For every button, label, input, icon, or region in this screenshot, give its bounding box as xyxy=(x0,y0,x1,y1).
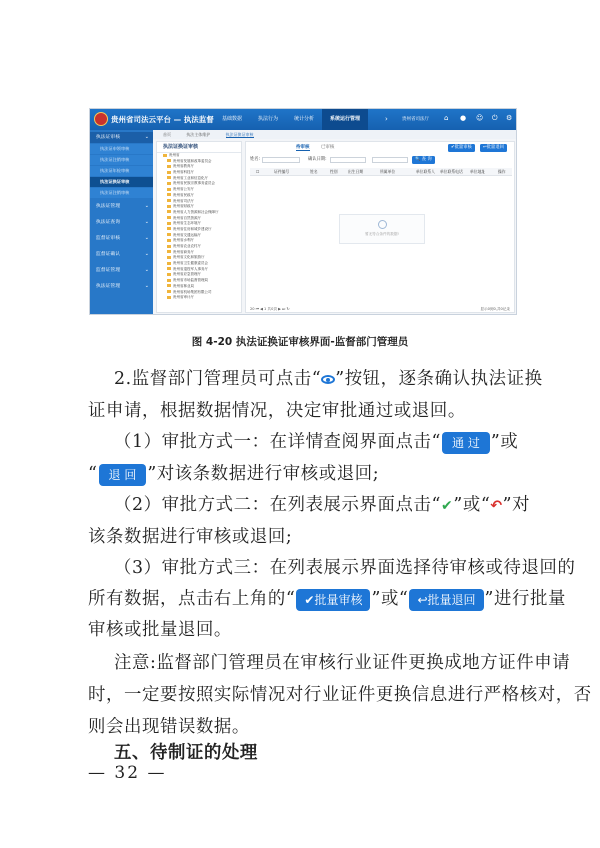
prev-page-icon[interactable]: ◀ xyxy=(260,307,265,311)
sidebar xyxy=(90,130,153,315)
home-icon[interactable]: ⌂ xyxy=(444,114,449,122)
folder-icon xyxy=(167,182,171,185)
page-size-select[interactable]: 20 xyxy=(250,307,255,311)
empty-data-icon xyxy=(378,220,387,229)
tab-pending[interactable]: 待审核 xyxy=(296,145,310,150)
paragraph-line: 时，一定要按照实际情况对行业证件更换信息进行严格核对，否 xyxy=(88,685,592,705)
breadcrumb-item[interactable]: 首页 xyxy=(163,132,171,137)
record-summary: 显示0到0,共0记录 xyxy=(480,307,510,311)
nav-item[interactable]: 执法行为 xyxy=(258,116,279,122)
folder-icon xyxy=(167,233,171,236)
breadcrumb-item[interactable]: 执法主体维护 xyxy=(186,132,211,137)
sidebar-group[interactable]: 监督证确认 ⌄ xyxy=(96,251,149,257)
batch-approve-image: ✔批量审核 xyxy=(296,589,370,611)
page-total: 共0页 xyxy=(267,307,277,311)
column-header: 单位联系人 xyxy=(416,169,435,174)
sidebar-group[interactable]: 执法证管理 ⌄ xyxy=(96,283,149,289)
section-heading: 五、待制证的处理 xyxy=(114,743,258,763)
folder-icon xyxy=(167,256,171,259)
empty-state xyxy=(339,214,425,244)
gear-icon[interactable]: ⚙ xyxy=(506,114,513,122)
paragraph-line: 注意:监督部门管理员在审核行业证件更换成地方证件申请 xyxy=(114,653,571,673)
folder-icon xyxy=(167,227,171,230)
tree-item-label: 贵州省司法厅 xyxy=(173,198,194,203)
main-panel xyxy=(245,141,515,313)
pagination xyxy=(250,306,512,312)
name-label: 姓名: xyxy=(250,157,261,162)
folder-icon xyxy=(167,171,171,174)
tree-title: 执法证换证审核 xyxy=(157,142,241,153)
column-header: 证件编号 xyxy=(274,169,290,174)
batch-approve-button[interactable]: ✔批量审核 xyxy=(448,144,475,152)
app-header xyxy=(90,109,517,130)
tree-item-label: 贵州省科技厅 xyxy=(173,170,194,175)
folder-icon xyxy=(167,159,171,162)
folder-icon xyxy=(167,250,171,253)
folder-icon xyxy=(167,222,171,225)
check-icon: ✔ xyxy=(441,497,454,514)
tree-item-label: 贵州省发展和改革委员会 xyxy=(173,158,212,163)
paragraph-line: 则会出现错误数据。 xyxy=(88,717,250,737)
paragraph-line: （1）审批方式一：在详情查阅界面点击“ 通 过 ”或 xyxy=(114,432,519,452)
tree-item-label: 贵州省应急管理厅 xyxy=(173,272,201,277)
tree-item-label: 贵州省教育厅 xyxy=(173,164,194,169)
filter-bar xyxy=(250,156,512,164)
tree-item-label: 贵州省水利厅 xyxy=(173,238,194,243)
folder-icon xyxy=(167,239,171,242)
last-page-icon[interactable]: ⏭ xyxy=(282,307,286,311)
paragraph-line: （2）审批方式二：在列表展示界面点击“✔”或“↶”对 xyxy=(114,490,554,521)
app-title: 贵州省司法云平台 — 执法监督 xyxy=(111,115,214,124)
eye-icon xyxy=(321,375,335,384)
nav-item[interactable]: 统计分析 xyxy=(294,116,315,122)
tree-item-label: 贵州省卫生健康委员会 xyxy=(173,261,208,266)
tree-item-label: 贵州省住房和城乡建设厅 xyxy=(173,226,212,231)
tree-item-label: 贵州省机场集团有限公司 xyxy=(173,289,212,294)
paragraph-line: （3）审批方式三：在列表展示界面选择待审核或待退回的 xyxy=(114,558,576,578)
tree-item-label: 贵州省文化和旅游厅 xyxy=(173,255,205,260)
sidebar-sub-item[interactable]: 执法证年检审核 xyxy=(90,166,153,176)
first-page-icon[interactable]: ⏮ xyxy=(255,307,261,311)
tree-item-label: 贵州省交通运输厅 xyxy=(173,232,201,237)
folder-icon xyxy=(167,267,171,270)
column-header: 出生日期 xyxy=(348,169,364,174)
undo-icon: ↶ xyxy=(490,497,503,514)
chevron-right-icon[interactable]: › xyxy=(385,115,388,123)
folder-icon xyxy=(167,165,171,168)
date-end-input[interactable] xyxy=(372,157,408,163)
date-label: 确认日期: xyxy=(308,157,327,162)
tree-item-label: 贵州省工业和信息化厅 xyxy=(173,175,208,180)
tab-reviewed[interactable]: 已审核 xyxy=(320,145,335,150)
tree-item-label: 贵州省自然资源厅 xyxy=(173,215,201,220)
figure-caption: 图 4-20 执法证换证审核界面-监督部门管理员 xyxy=(191,336,409,348)
column-header: 操作 xyxy=(498,169,506,174)
tree-item-label: 贵州省公安厅 xyxy=(173,187,194,192)
name-input[interactable] xyxy=(262,157,300,163)
table-header xyxy=(250,168,512,176)
sidebar-group[interactable]: 执法证管理 ⌄ xyxy=(96,203,149,209)
tree-item-label: 贵州省民族宗教事务委员会 xyxy=(173,181,215,186)
folder-icon xyxy=(163,154,167,157)
sidebar-group[interactable]: 执法证查询 ⌄ xyxy=(96,219,149,225)
page-input[interactable]: 1 xyxy=(264,307,267,311)
column-header: 性别 xyxy=(330,169,338,174)
folder-icon xyxy=(167,262,171,265)
tree-item-label: 贵州省财政厅 xyxy=(173,204,194,209)
breadcrumb-current[interactable]: 执法证换证审核 xyxy=(225,132,254,137)
top-nav xyxy=(214,109,368,130)
breadcrumb xyxy=(153,130,517,139)
tree-item-label: 贵州省农业农村厅 xyxy=(173,244,201,248)
paragraph-line: 所有数据，点击右上角的“ ✔批量审核 ”或“ ↩批量退回 ”进行批量 xyxy=(88,589,566,609)
folder-icon xyxy=(167,296,171,299)
folder-icon xyxy=(167,176,171,179)
status-tabs xyxy=(296,144,344,150)
column-header: 姓名 xyxy=(310,169,318,174)
folder-icon xyxy=(167,284,171,287)
column-header: 所属单位 xyxy=(380,169,396,174)
tree-list xyxy=(157,153,241,301)
folder-icon xyxy=(167,273,171,276)
tree-item[interactable] xyxy=(157,295,241,301)
column-header: 单位联系电话 xyxy=(440,169,463,174)
folder-icon xyxy=(167,216,171,219)
user-name: 贵州省司法厅 xyxy=(402,117,429,122)
batch-return-image: ↩批量退回 xyxy=(409,589,483,611)
nav-item[interactable]: 基础数据 xyxy=(222,116,243,122)
empty-text: 暂无符合条件的数据! xyxy=(365,232,399,236)
tree-item-label: 贵州省市场监督管理局 xyxy=(173,278,208,283)
org-tree xyxy=(156,141,242,313)
return-button-image: 退 回 xyxy=(99,464,147,486)
select-all-checkbox[interactable]: ☐ xyxy=(256,169,260,174)
embedded-screenshot xyxy=(89,108,517,315)
folder-icon xyxy=(167,245,171,248)
tree-item-label: 贵州省审计厅 xyxy=(173,295,194,300)
batch-return-button[interactable]: ↩批量退回 xyxy=(480,144,507,152)
power-icon[interactable]: ⏻ xyxy=(492,114,498,122)
sidebar-group[interactable]: 监督证管理 ⌄ xyxy=(96,267,149,273)
paragraph-line: “ 退 回 ”对该条数据进行审核或退回; xyxy=(88,464,380,484)
sidebar-group[interactable]: 监督证审核 ⌄ xyxy=(96,235,149,241)
sidebar-sub-item-active[interactable]: 执法证换证审核 xyxy=(90,177,153,187)
paragraph-line: 该条数据进行审核或退回; xyxy=(88,527,293,547)
person-icon[interactable]: ☺ xyxy=(476,114,484,122)
next-page-icon[interactable]: ▶ xyxy=(278,307,281,311)
tree-item-label: 贵州省人力资源和社会保障厅 xyxy=(173,209,219,214)
folder-icon xyxy=(167,193,171,196)
folder-icon xyxy=(167,205,171,208)
tree-item-label: 贵州省退役军人事务厅 xyxy=(173,266,208,271)
tree-item-label: 贵州省林业局 xyxy=(173,283,194,288)
column-header: 单位地址 xyxy=(470,169,486,174)
bell-icon[interactable]: ● xyxy=(460,114,467,122)
tree-item-label: 贵州省 xyxy=(169,153,180,157)
sidebar-group[interactable]: 执法证审核 ⌄ xyxy=(90,132,153,143)
emblem-icon xyxy=(94,112,108,126)
sidebar-sub-item[interactable]: 执法证注销审核 xyxy=(90,188,153,198)
folder-icon xyxy=(167,290,171,293)
folder-icon xyxy=(167,188,171,191)
paragraph-line: 证申请，根据数据情况，决定审批通过或退回。 xyxy=(88,401,466,421)
folder-icon xyxy=(167,279,171,282)
sidebar-sub-item[interactable]: 执法证注销审核 xyxy=(90,155,153,165)
page-number: — 32 — xyxy=(88,763,167,783)
folder-icon xyxy=(167,210,171,213)
pass-button-image: 通 过 xyxy=(442,432,490,454)
query-button[interactable]: 🔍 查 询 xyxy=(412,156,435,164)
paragraph-line: 审核或批量退回。 xyxy=(88,620,232,640)
paragraph-line: 2.监督部门管理员可点击“ ”按钮，逐条确认执法证换 xyxy=(114,369,543,389)
folder-icon xyxy=(167,199,171,202)
sidebar-sub-item[interactable]: 执法证申领审核 xyxy=(90,144,153,154)
nav-item-active[interactable]: 系统运行管理 xyxy=(322,109,368,130)
refresh-icon[interactable]: ↻ xyxy=(286,307,290,311)
tree-item-label: 贵州省商务厅 xyxy=(173,249,194,254)
tree-item-label: 贵州省民政厅 xyxy=(173,192,194,197)
date-start-input[interactable] xyxy=(330,157,366,163)
tree-item-label: 贵州省生态环境厅 xyxy=(173,221,201,226)
